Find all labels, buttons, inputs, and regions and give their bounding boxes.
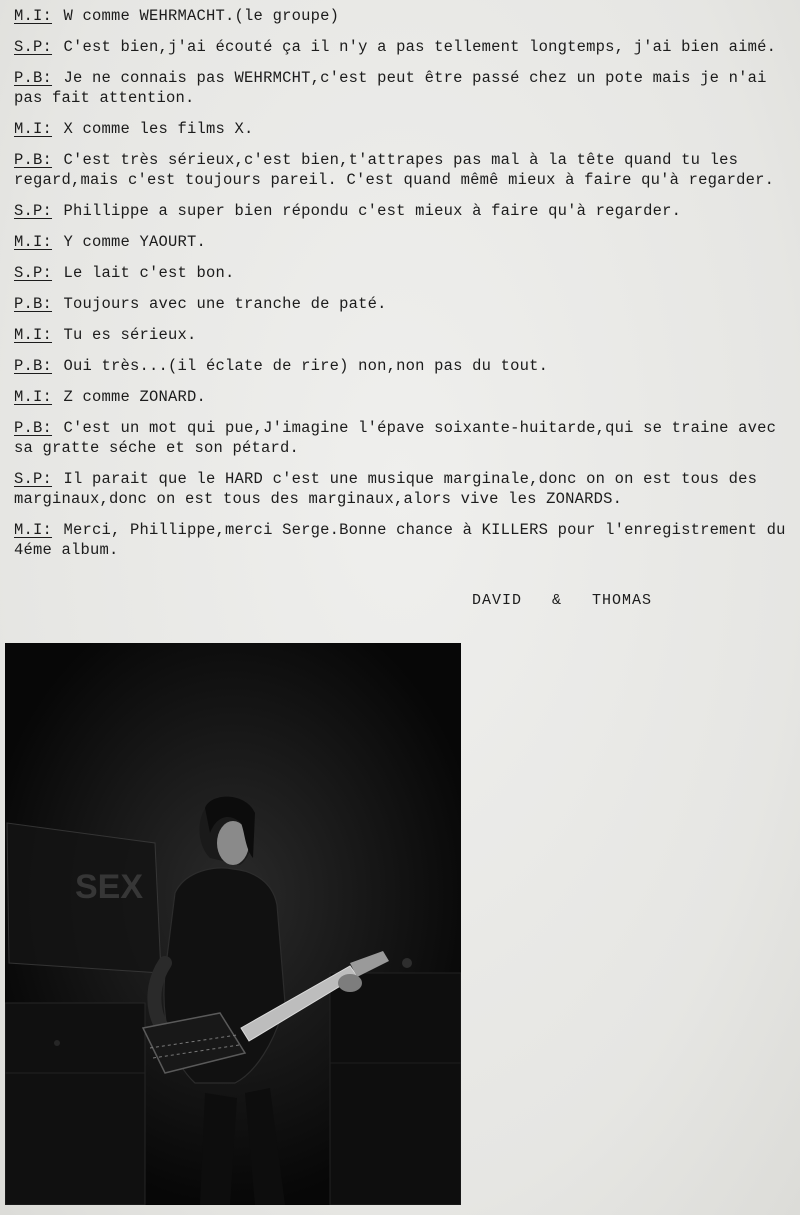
transcript-entry — [14, 520, 794, 560]
interview-transcript — [14, 6, 794, 571]
author-signature: DAVID & THOMAS — [472, 592, 653, 609]
entry-text: W comme WEHRMACHT.(le groupe) — [63, 7, 340, 25]
speaker-label: M.I: — [14, 120, 53, 138]
entry-text: X comme les films X. — [63, 120, 254, 138]
entry-text: Phillippe a super bien répondu c'est mieux à faire qu'à regarder. — [63, 202, 682, 220]
speaker-label: S.P: — [14, 38, 53, 56]
speaker-label: P.B: — [14, 151, 53, 169]
transcript-entry — [14, 325, 794, 345]
transcript-entry — [14, 201, 794, 221]
entry-text: Toujours avec une tranche de paté. — [63, 295, 387, 313]
speaker-label: M.I: — [14, 521, 53, 539]
banner-text: SEX — [75, 868, 144, 906]
entry-text: Merci, Phillippe,merci Serge.Bonne chance à KILLERS pour l'enregistrement du 4éme album. — [14, 521, 786, 559]
entry-text: Z comme ZONARD. — [63, 388, 207, 406]
transcript-entry — [14, 6, 794, 26]
transcript-entry — [14, 150, 794, 190]
entry-text: Oui très...(il éclate de rire) non,non pas du tout. — [63, 357, 549, 375]
speaker-label: P.B: — [14, 69, 53, 87]
entry-text: C'est un mot qui pue,J'imagine l'épave soixante-huitarde,qui se traine avec sa gratte séche et son pétard. — [14, 419, 777, 457]
transcript-entry — [14, 37, 794, 57]
entry-text: Il parait que le HARD c'est une musique marginale,donc on on est tous des marginaux,donc on est tous des marginaux,alors vive les ZONARDS. — [14, 470, 758, 508]
transcript-entry — [14, 68, 794, 108]
speaker-label: S.P: — [14, 202, 53, 220]
transcript-entry — [14, 232, 794, 252]
speaker-label: P.B: — [14, 357, 53, 375]
entry-text: C'est bien,j'ai écouté ça il n'y a pas tellement longtemps, j'ai bien aimé. — [63, 38, 777, 56]
speaker-label: M.I: — [14, 388, 53, 406]
entry-text: Y comme YAOURT. — [63, 233, 207, 251]
transcript-entry — [14, 387, 794, 407]
transcript-entry — [14, 294, 794, 314]
hand — [338, 974, 362, 992]
speaker-label: M.I: — [14, 233, 53, 251]
entry-text: Je ne connais pas WEHRMCHT,c'est peut être passé chez un pote mais je n'ai pas fait attention. — [14, 69, 767, 107]
speaker-label: P.B: — [14, 419, 53, 437]
entry-text: Le lait c'est bon. — [63, 264, 235, 282]
transcript-entry — [14, 263, 794, 283]
speaker-label: M.I: — [14, 326, 53, 344]
speaker-label: S.P: — [14, 264, 53, 282]
speaker-label: S.P: — [14, 470, 53, 488]
concert-photo — [5, 643, 461, 1205]
transcript-entry — [14, 356, 794, 376]
entry-text: Tu es sérieux. — [63, 326, 197, 344]
speaker-label: P.B: — [14, 295, 53, 313]
transcript-entry — [14, 418, 794, 458]
entry-text: C'est très sérieux,c'est bien,t'attrapes pas mal à la tête quand tu les regard,mais c'est toujours pareil. C'est quand mêmê mieux à faire qu'à regarder. — [14, 151, 775, 189]
transcript-entry — [14, 469, 794, 509]
transcript-entry — [14, 119, 794, 139]
stage-banner — [7, 823, 161, 973]
guitarist-photo-illustration — [5, 643, 461, 1205]
speaker-label: M.I: — [14, 7, 53, 25]
